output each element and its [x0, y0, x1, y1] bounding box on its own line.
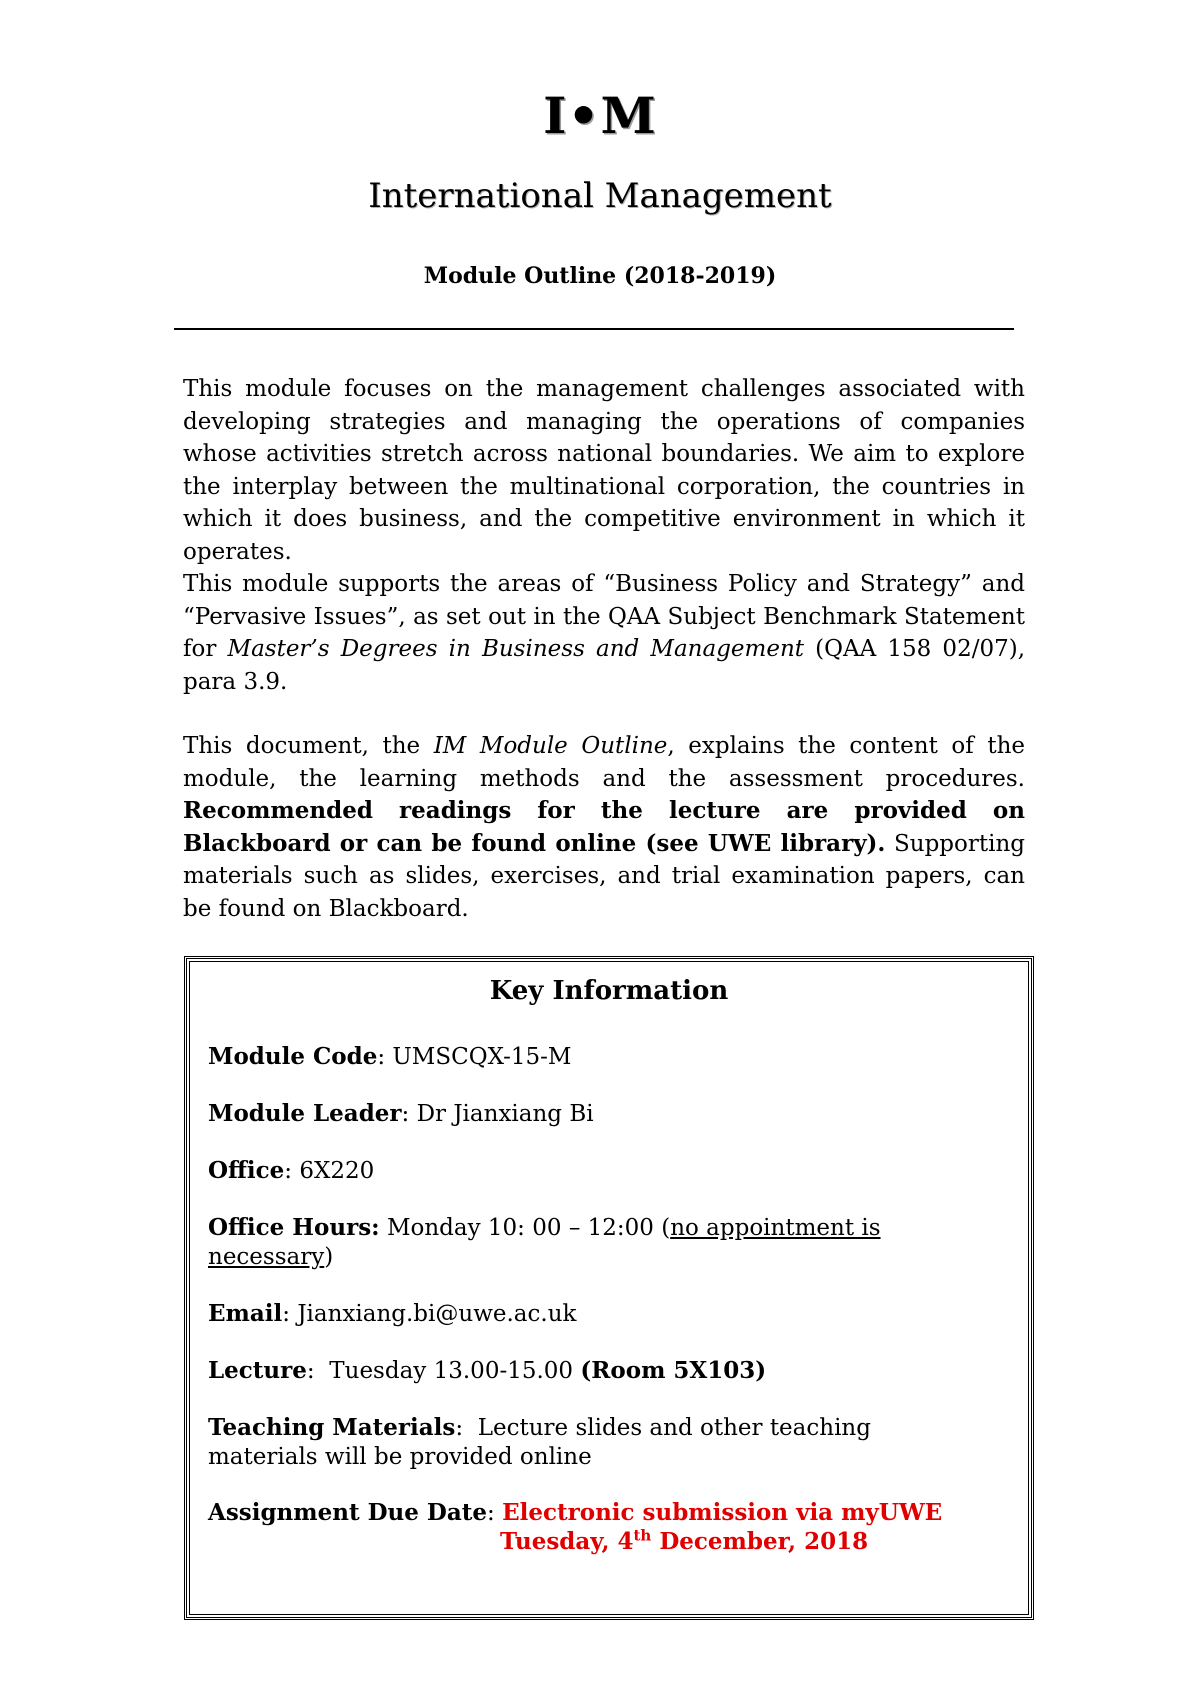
- due-date-day: Tuesday, 4: [500, 1528, 634, 1555]
- separator: :: [377, 1044, 393, 1070]
- intro-p3-text-end: Supporting materials such as slides, exercises, and trial examination papers, can be found on Blackboard.: [183, 830, 1025, 922]
- assignment-due-date: [500, 1527, 868, 1556]
- office-hours-note: no appointment is necessary: [208, 1215, 881, 1270]
- due-date-suffix: th: [633, 1526, 652, 1545]
- intro-p3-text: This document, the: [183, 733, 434, 759]
- divider-rule: [174, 328, 1014, 330]
- key-information-heading: Key Information: [489, 976, 729, 1006]
- module-code-value: UMSCQX-15-M: [392, 1044, 572, 1070]
- email-value: Jianxiang.bi@uwe.ac.uk: [297, 1301, 577, 1327]
- separator: :: [284, 1158, 300, 1184]
- email-label: Email: [208, 1300, 283, 1327]
- due-date-month-year: December, 2018: [651, 1528, 869, 1555]
- intro-p3-bold: Recommended readings for the lecture are provided on Blackboard or can be found online (see UWE library).: [183, 797, 1025, 857]
- office-hours-value: Monday 10: 00 – 12:00 (: [379, 1215, 671, 1241]
- page-title: International Management: [368, 176, 832, 216]
- assignment-due-label: Assignment Due Date: [208, 1499, 488, 1526]
- office-hours-field: [208, 1213, 928, 1272]
- lecture-room: (Room 5X103): [580, 1357, 767, 1384]
- module-leader-value: Dr Jianxiang Bi: [416, 1101, 594, 1127]
- module-leader-label: Module Leader: [208, 1100, 402, 1127]
- separator: :: [487, 1500, 503, 1526]
- module-logo: I•M: [543, 86, 657, 145]
- office-value: 6X220: [299, 1158, 375, 1184]
- intro-p2-italic: Master’s Degrees in Business and Management: [227, 636, 805, 662]
- teaching-materials-label: Teaching Materials: [208, 1414, 456, 1441]
- module-code-label: Module Code: [208, 1043, 378, 1070]
- office-hours-label: Office Hours:: [208, 1214, 380, 1241]
- intro-p2-text: This module supports the areas of “Business Policy and Strategy” and “Pervasive Issues”, as set out in the QAA Subject Benchmark Statement for: [183, 571, 1025, 662]
- key-information-box: [186, 958, 1032, 1618]
- separator: :: [455, 1415, 478, 1441]
- separator: :: [401, 1101, 417, 1127]
- assignment-submission-method: Electronic submission via myUWE: [502, 1499, 943, 1526]
- separator: :: [282, 1301, 298, 1327]
- lecture-label: Lecture: [208, 1357, 307, 1384]
- intro-section: [183, 373, 1025, 925]
- intro-p3-italic: IM Module Outline: [433, 733, 668, 759]
- intro-paragraph-2: [183, 568, 1025, 698]
- intro-p3-text-mid: , explains the content of the module, the learning methods and the assessment procedures.: [183, 733, 1025, 792]
- intro-paragraph-1: This module focuses on the management challenges associated with developing strategies and managing the operations of companies whose activities stretch across national boundaries. We aim to explore the interplay between the multinational corporation, the countries in which it does business, and the competitive environment in which it operates.: [183, 376, 1025, 565]
- separator: :: [306, 1358, 330, 1384]
- office-label: Office: [208, 1157, 285, 1184]
- intro-paragraph-3: [183, 730, 1025, 925]
- email-field: [208, 1299, 988, 1329]
- office-field: [208, 1156, 988, 1186]
- office-hours-close: ): [324, 1244, 334, 1270]
- page-subtitle: Module Outline (2018-2019): [423, 263, 777, 289]
- lecture-field: [208, 1356, 988, 1386]
- teaching-materials-field: [208, 1413, 928, 1472]
- lecture-value: Tuesday 13.00-15.00: [329, 1358, 581, 1384]
- assignment-due-field: [208, 1498, 988, 1555]
- module-code-field: [208, 1042, 988, 1072]
- teaching-materials-value: Lecture slides and other teaching materials will be provided online: [208, 1415, 871, 1470]
- intro-p2-text-end: (QAA 158 02/07), para 3.9.: [183, 636, 1026, 695]
- module-leader-field: [208, 1099, 988, 1129]
